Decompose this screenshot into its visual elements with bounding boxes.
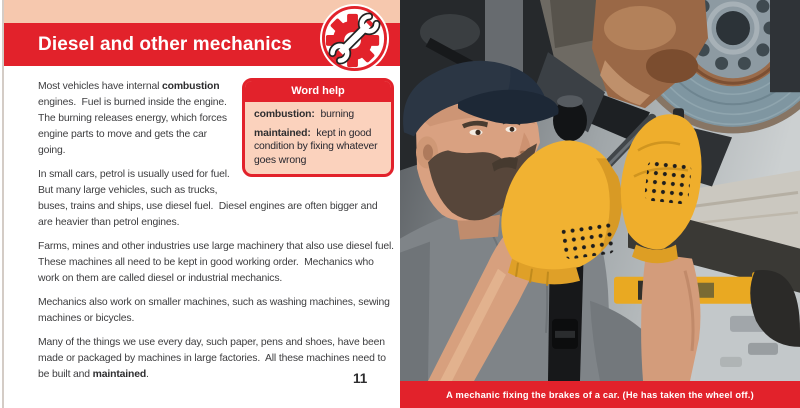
glove-grip-dots bbox=[644, 160, 692, 204]
word-help-title: Word help bbox=[245, 81, 391, 102]
word-help-body bbox=[245, 102, 391, 174]
gear-wrench-icon-svg bbox=[319, 3, 390, 74]
photo-caption: A mechanic fixing the brakes of a car. (He has taken the wheel off.) bbox=[400, 381, 800, 408]
hub-center-bore bbox=[716, 11, 750, 45]
paragraph-2: In small cars, petrol is usually used for fuel. But many large vehicles, such as trucks, buses, trains and ships, use diesel fuel. Diesel engines are often bigger and are heavier than petrol engines. bbox=[38, 169, 381, 228]
page-number: 11 bbox=[353, 371, 368, 386]
paragraph-1: Most vehicles have internal combustion engines. Fuel is burned inside the engine. The burning releases energy, which forces engine parts to move and gets the car going. bbox=[38, 81, 233, 156]
page-title: Diesel and other mechanics bbox=[38, 33, 292, 55]
word-help-box bbox=[242, 78, 394, 177]
word-help-entry: combustion: burning bbox=[254, 109, 355, 120]
paragraph-3: Farms, mines and other industries use large machinery that also use diesel fuel. These machines all need to be kept in good working order. Mechanics who work on them are called diesel or industrial mechanics. bbox=[38, 241, 400, 284]
paragraph-5: Many of the things we use every day, such paper, pens and shoes, have been made or packaged by machines in large factories. All these machines need to be built and maintained. bbox=[38, 337, 389, 380]
right-page bbox=[400, 0, 800, 408]
page-edge-shadow bbox=[2, 0, 4, 408]
dark-edge bbox=[770, 0, 800, 92]
paragraph-4: Mechanics also work on smaller machines, such as washing machines, sewing machines or bicycles. bbox=[38, 297, 393, 324]
body-text bbox=[38, 79, 400, 391]
glove-grip-dots bbox=[561, 219, 615, 260]
mechanic-photo bbox=[400, 0, 800, 381]
gear-wrench-icon bbox=[319, 3, 390, 74]
word-help-entry: maintained: kept in good condition by fixing whatever goes wrong bbox=[254, 127, 378, 166]
